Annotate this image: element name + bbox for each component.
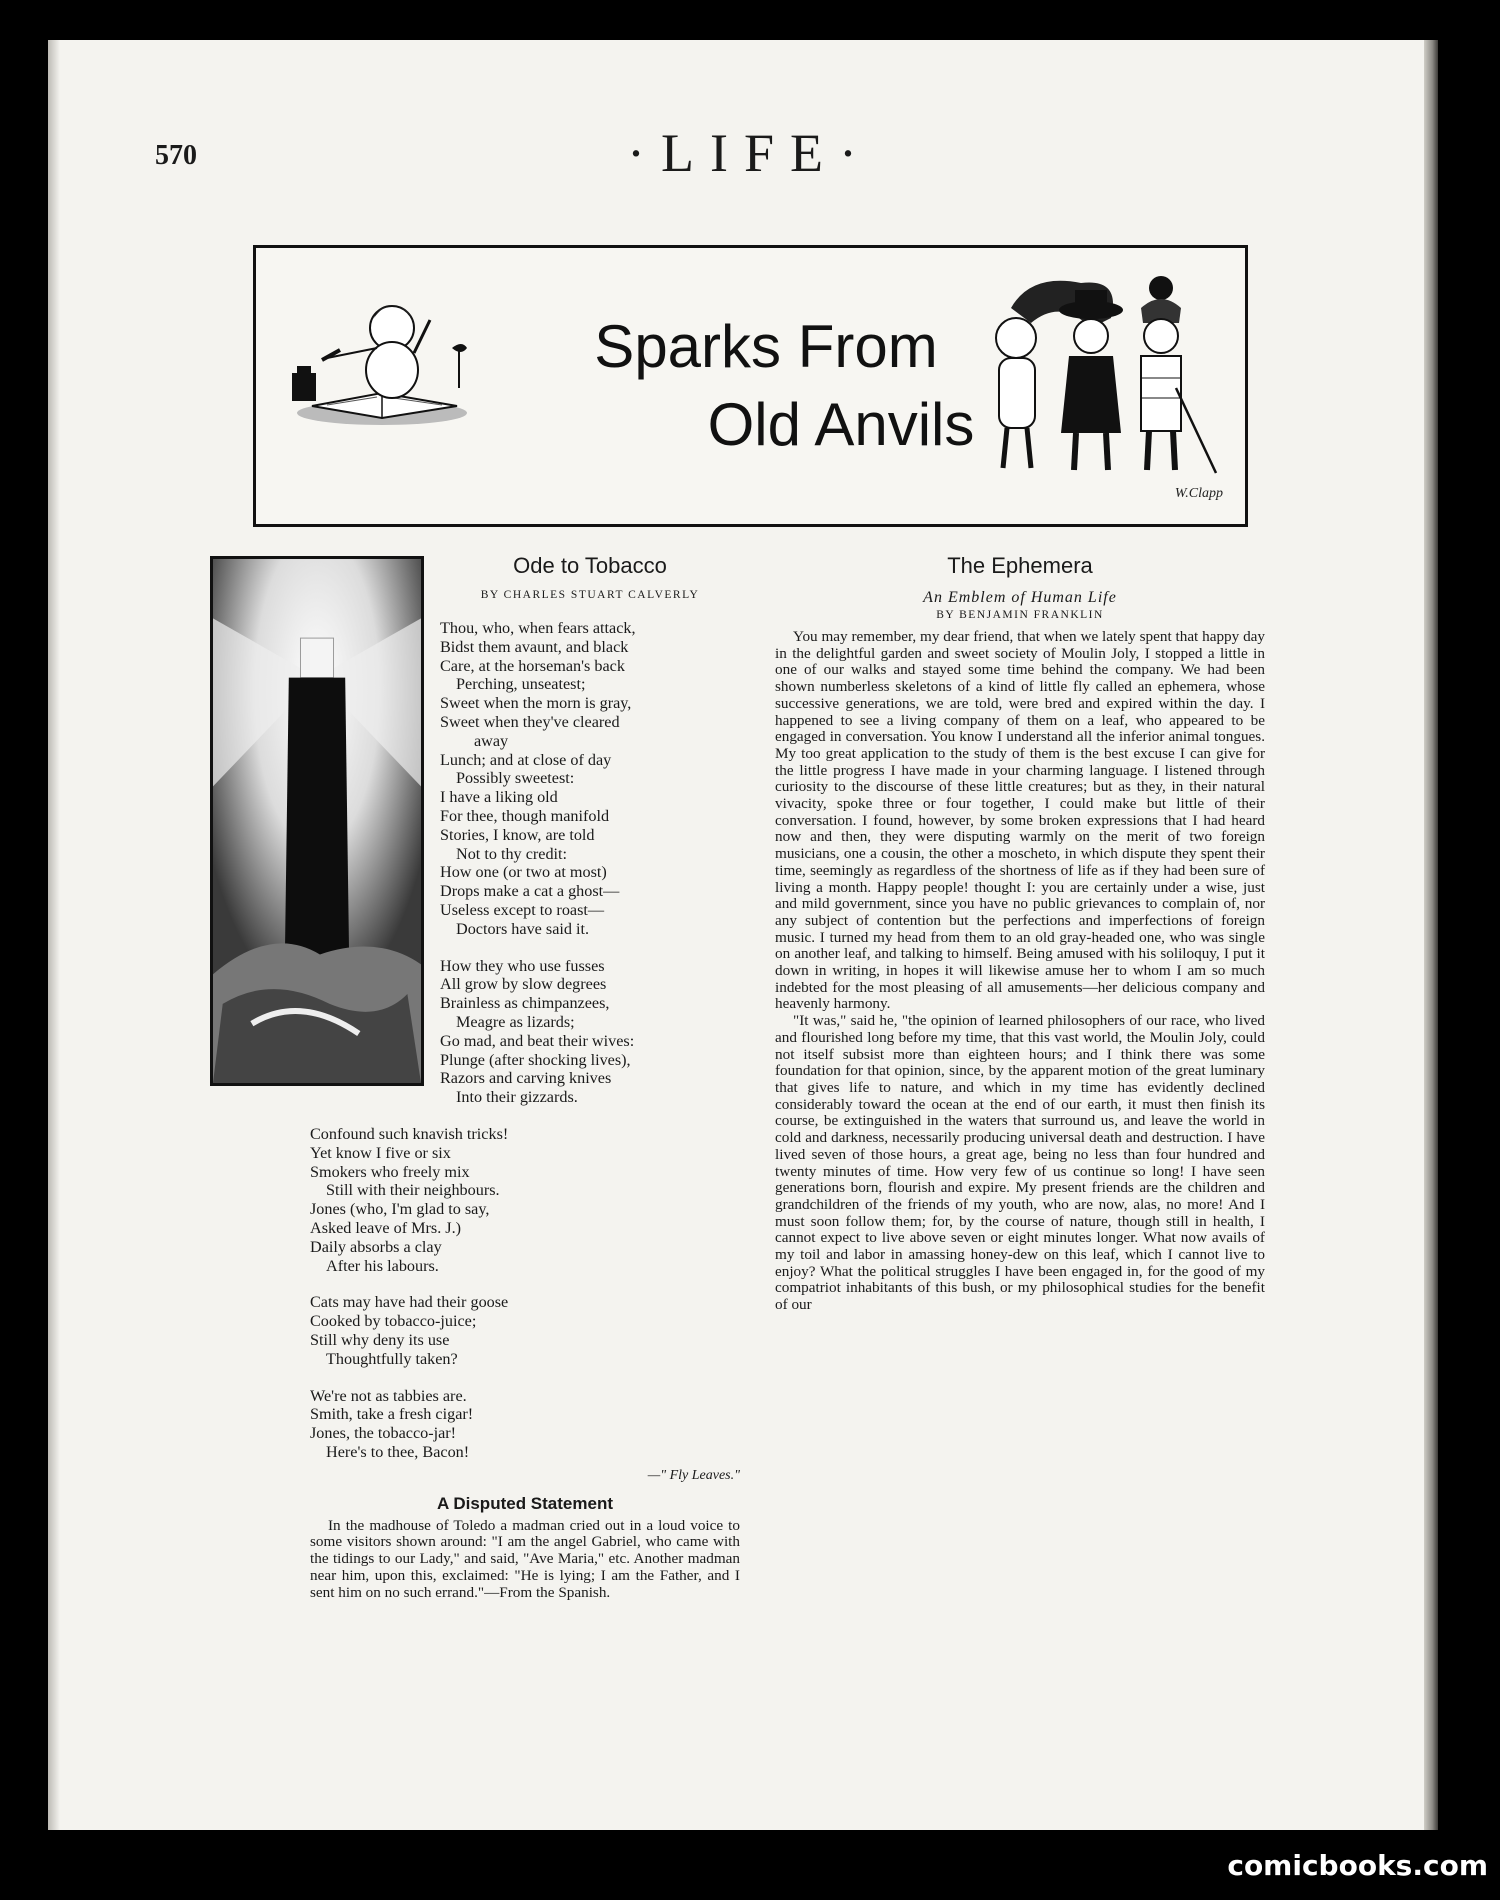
ode-to-tobacco-section: [440, 553, 740, 1107]
ephemera-byline: BY BENJAMIN FRANKLIN: [936, 609, 1104, 621]
poem-stanza-4: [310, 1293, 740, 1368]
poem-line: How they who use fusses: [440, 956, 605, 975]
three-figures-illustration: [971, 268, 1221, 488]
poem-line: Smokers who freely mix: [310, 1162, 470, 1181]
poem-line: Stories, I know, are told: [440, 825, 595, 844]
artist-signature: W.Clapp: [1174, 486, 1223, 501]
poem-line: Bidst them avaunt, and black: [440, 637, 629, 656]
poem-line: Into their gizzards.: [456, 1088, 578, 1107]
poem-line: Thou, who, when fears attack,: [440, 619, 636, 637]
ephemera-subtitle: An Emblem of Human Life: [923, 589, 1117, 606]
poem-line: Still with their neighbours.: [326, 1181, 500, 1200]
poem-line: All grow by slow degrees: [440, 975, 607, 994]
poem-line: Sweet when they've cleared: [440, 712, 620, 731]
banner-title: [556, 308, 1006, 464]
cherub-writing-illustration: [282, 278, 482, 438]
masthead: ·LIFE·: [627, 123, 873, 183]
ephemera-title: The Ephemera: [947, 553, 1093, 578]
ode-byline: BY CHARLES STUART CALVERLY: [480, 589, 700, 601]
poem-line: We're not as tabbies are.: [310, 1386, 467, 1405]
poem-line: away: [474, 731, 509, 750]
poem-line: For thee, though manifold: [440, 806, 610, 825]
banner-title-line2: Old Anvils: [707, 391, 975, 458]
poem-line: Possibly sweetest:: [456, 769, 575, 788]
poem-line: Not to thy credit:: [456, 844, 568, 863]
poem-line: Drops make a cat a ghost—: [440, 882, 620, 901]
poem-stanza-3: [310, 1125, 740, 1275]
disputed-body: In the madhouse of Toledo a madman cried out in a loud voice to some visitors shown around: "I am the angel Gabriel, who came with the tidings to our Lady," and said, "Ave Maria," etc. Another madman near him, upon this, exclaimed: "He is lying; I am the Father, and I sent him on no such errand."—From the Spanish.: [310, 1516, 740, 1601]
poem-line: Doctors have said it.: [456, 919, 590, 938]
ode-continuation-section: [310, 1125, 740, 1601]
poem-line: Lunch; and at close of day: [440, 750, 612, 769]
ode-title: Ode to Tobacco: [513, 553, 667, 578]
disputed-title: A Disputed Statement: [436, 1493, 613, 1513]
page-gutter-shadow: [48, 40, 60, 1830]
watermark-logo: comicbooks.com: [1227, 1849, 1488, 1882]
banner-title-line1: Sparks From: [594, 313, 938, 380]
poem-line: Here's to thee, Bacon!: [326, 1442, 470, 1461]
poem-line: Go mad, and beat their wives:: [440, 1031, 635, 1050]
poem-stanza-2: [440, 957, 740, 1107]
poem-line: Brainless as chimpanzees,: [440, 994, 610, 1013]
poem-line: Meagre as lizards;: [456, 1012, 575, 1031]
page-binding-edge: [1424, 40, 1438, 1830]
poem-line: Yet know I five or six: [310, 1143, 451, 1162]
poem-stanza-5: [310, 1387, 740, 1462]
poem-line: Care, at the horseman's back: [440, 656, 625, 675]
poem-line: Perching, unseatest;: [456, 675, 586, 694]
lighthouse-illustration: [210, 556, 424, 1086]
poem-line: Still why deny its use: [310, 1330, 450, 1349]
ephemera-section: [775, 553, 1265, 1314]
poem-line: Sweet when the morn is gray,: [440, 694, 632, 713]
section-banner: [253, 245, 1248, 527]
poem-line: Confound such knavish tricks!: [310, 1125, 509, 1143]
poem-line: Cooked by tobacco-juice;: [310, 1312, 477, 1331]
ephemera-paragraph-1: You may remember, my dear friend, that when we lately spent that happy day in the delightful garden and sweet society of Moulin Joly, I stopped a little in one of our walks and stayed some time behind the company. We had been shown numberless skeletons of a kind of little fly called an ephemera, whose successive generations, we are told, were bred and expired within the day. I happened to see a living company of them on a leaf, who appeared to be engaged in conversation. You know I understand all the inferior animal tongues. My too great application to the study of them is the best excuse I can give for the little progress I have made in your charming language. I listened through curiosity to the discourse of these little creatures; but as they, in their natural vivacity, spoke three or four together, I could make but little of their conversation. I found, however, by some broken expressions that I had heard now and then, they were disputing warmly on the merit of two foreign musicians, one a cousin, the other a moscheto, in which dispute they spent their time, seemingly as regardless of the shortness of life as if they had been sure of living a month. Happy people! thought I: you are certainly under a wise, just and mild government, since you have no public grievances to complain of, nor any subject of contention but the perfections and imperfections of foreign music. I turned my head from them to an old gray-headed one, who was single on another leaf, and talking to himself. Being amused with his soliloquy, I put it down in writing, in hopes it will likewise amuse her to whom I am so much indebted for the most pleasing of all amusements—her delicious company and heavenly harmony.: [775, 628, 1265, 1013]
poem-line: Razors and carving knives: [440, 1069, 612, 1088]
poem-line: Asked leave of Mrs. J.): [310, 1218, 462, 1237]
poem-line: How one (or two at most): [440, 863, 607, 882]
poem-line: Smith, take a fresh cigar!: [310, 1405, 474, 1424]
ode-attribution: —" Fly Leaves.": [647, 1467, 740, 1483]
poem-stanza-1: [440, 619, 740, 939]
poem-line: Jones (who, I'm glad to say,: [310, 1200, 490, 1219]
poem-line: Daily absorbs a clay: [310, 1237, 442, 1256]
poem-line: Cats may have had their goose: [310, 1293, 509, 1312]
poem-line: Jones, the tobacco-jar!: [310, 1424, 457, 1443]
poem-line: I have a liking old: [440, 788, 558, 807]
poem-line: Thoughtfully taken?: [326, 1349, 458, 1368]
page-number: 570: [155, 140, 197, 171]
poem-line: After his labours.: [326, 1256, 439, 1275]
poem-line: Plunge (after shocking lives),: [440, 1050, 631, 1069]
ephemera-paragraph-2: "It was," said he, "the opinion of learned philosophers of our race, who lived and flourished long before my time, that this vast world, the Moulin Joly, could not itself subsist more than eighteen hours; and I think there was some foundation for that opinion, since, by the apparent motion of the great luminary that gives life to nature, and which in my time has evidently declined considerably toward the ocean at the end of our earth, it must then finish its course, be extinguished in the waters that surround us, and leave the world in cold and darkness, necessarily producing universal death and destruction. I have lived seven of those hours, a great age, being no less than four hundred and twenty minutes of time. How very few of us continue so long! I have seen generations born, flourish and expire. My present friends are the children and grandchildren of the friends of my youth, who are now, alas, no more! And I must soon follow them; for, by the course of nature, though still in health, I cannot expect to live above seven or eight minutes longer. What now avails of my toil and labor in amassing honey-dew on this leaf, which I cannot live to enjoy? What the political struggles I have been engaged in, for the good of my compatriot inhabitants of this bush, or my philosophical studies for the benefit of our: [775, 1012, 1265, 1314]
poem-line: Useless except to roast—: [440, 900, 605, 919]
